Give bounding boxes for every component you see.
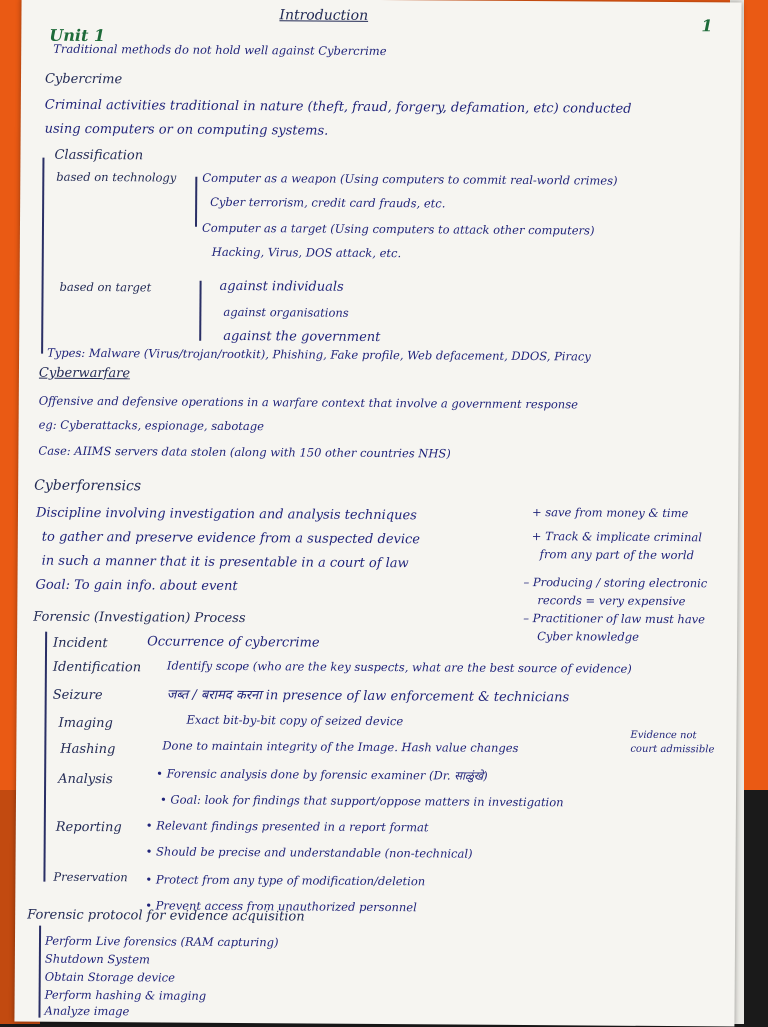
protocol-step: Analyze image	[44, 1003, 130, 1019]
note-line: • Relevant findings presented in a report format	[145, 818, 429, 835]
note-line: Done to maintain integrity of the Image. Hash value changes	[162, 738, 519, 755]
note-line: Identify scope (who are the key suspects, what are the best source of evidence)	[166, 658, 632, 676]
note-line: from any part of the world	[539, 547, 695, 563]
heading-cyberforensics: Cyberforensics	[34, 477, 142, 495]
tree-line	[38, 926, 40, 1018]
note-line: Occurrence of cybercrime	[147, 634, 320, 651]
note-line: against organisations	[223, 304, 349, 320]
note-line: Offensive and defensive operations in a warfare context that involve a government response	[38, 393, 579, 412]
note-line: court admissible	[630, 743, 715, 756]
heading-cybercrime: Cybercrime	[44, 71, 123, 88]
note-line: Goal: To gain info. about event	[35, 577, 238, 595]
step-analysis: Analysis	[58, 771, 113, 788]
note-line: – Producing / storing electronic	[523, 575, 708, 591]
note-line: Computer as a weapon (Using computers to commit real-world crimes)	[202, 170, 618, 188]
note-line: based on technology	[56, 169, 177, 185]
step-reporting: Reporting	[55, 819, 122, 836]
tree-line	[43, 632, 46, 882]
heading-forensic-process: Forensic (Investigation) Process	[33, 609, 246, 627]
protocol-step: Perform Live forensics (RAM capturing)	[44, 933, 279, 950]
step-seizure: Seizure	[52, 687, 103, 704]
step-imaging: Imaging	[58, 715, 113, 732]
note-line: + save from money & time	[531, 505, 689, 521]
note-line: records = very expensive	[537, 593, 686, 609]
unit-label: Unit 1	[49, 25, 106, 46]
note-line: in such a manner that it is presentable in a court of law	[41, 553, 409, 572]
note-line: + Track & implicate criminal	[531, 529, 702, 545]
heading-cyberwarfare: Cyberwarfare	[38, 365, 131, 382]
note-line: Cyber terrorism, credit card frauds, etc.	[210, 194, 446, 211]
step-hashing: Hashing	[60, 741, 116, 758]
note-line: Evidence not	[630, 729, 697, 742]
note-line: to gather and preserve evidence from a suspected device	[41, 529, 421, 548]
note-line: Types: Malware (Virus/trojan/rootkit), Phishing, Fake profile, Web defacement, DDOS, Piracy	[47, 345, 591, 364]
note-line: • Prevent access from unauthorized personnel	[145, 898, 417, 915]
tree-line	[199, 281, 201, 341]
notebook-page	[14, 0, 741, 1027]
note-line: Computer as a target (Using computers to attack other computers)	[201, 220, 595, 238]
page-title: Introduction	[279, 7, 369, 24]
note-line: Discipline involving investigation and analysis techniques	[35, 505, 417, 524]
note-line: based on target	[59, 279, 152, 295]
note-line: • Forensic analysis done by forensic examiner (Dr. साळुंखे)	[156, 766, 488, 783]
heading-forensic-protocol: Forensic protocol for evidence acquisition	[27, 907, 305, 925]
note-line: Case: AIIMS servers data stolen (along with 150 other countries NHS)	[38, 443, 451, 461]
note-line: eg: Cyberattacks, espionage, sabotage	[38, 417, 264, 434]
note-line: against individuals	[219, 278, 344, 295]
note-line: Cyber knowledge	[537, 629, 639, 644]
step-incident: Incident	[53, 635, 108, 652]
note-line: Hacking, Virus, DOS attack, etc.	[211, 244, 402, 261]
heading-classification: Classification	[54, 147, 144, 164]
note-line: against the government	[223, 328, 381, 346]
note-line: – Practitioner of law must have	[523, 611, 706, 627]
protocol-step: Perform hashing & imaging	[44, 987, 207, 1003]
protocol-step: Shutdown System	[44, 951, 151, 967]
page-number: 1	[701, 16, 713, 36]
step-identification: Identification	[52, 659, 142, 676]
note-line: Exact bit-by-bit copy of seized device	[186, 712, 404, 729]
note-line: • Goal: look for findings that support/oppose matters in investigation	[159, 792, 564, 810]
tree-line	[41, 158, 44, 354]
note-line: Criminal activities traditional in nature (theft, fraud, forgery, defamation, etc) conducted	[44, 97, 632, 117]
note-line: जब्त / बरामद करना in presence of law enforcement & technicians	[166, 687, 570, 706]
note-line: • Protect from any type of modification/deletion	[145, 872, 426, 889]
step-preservation: Preservation	[53, 869, 128, 885]
protocol-step: Obtain Storage device	[44, 969, 175, 985]
note-line: using computers or on computing systems.	[44, 121, 329, 139]
tree-line	[195, 177, 197, 227]
note-line: • Should be precise and understandable (non-technical)	[145, 844, 473, 861]
note-line: Traditional methods do not hold well against Cybercrime	[53, 41, 387, 59]
